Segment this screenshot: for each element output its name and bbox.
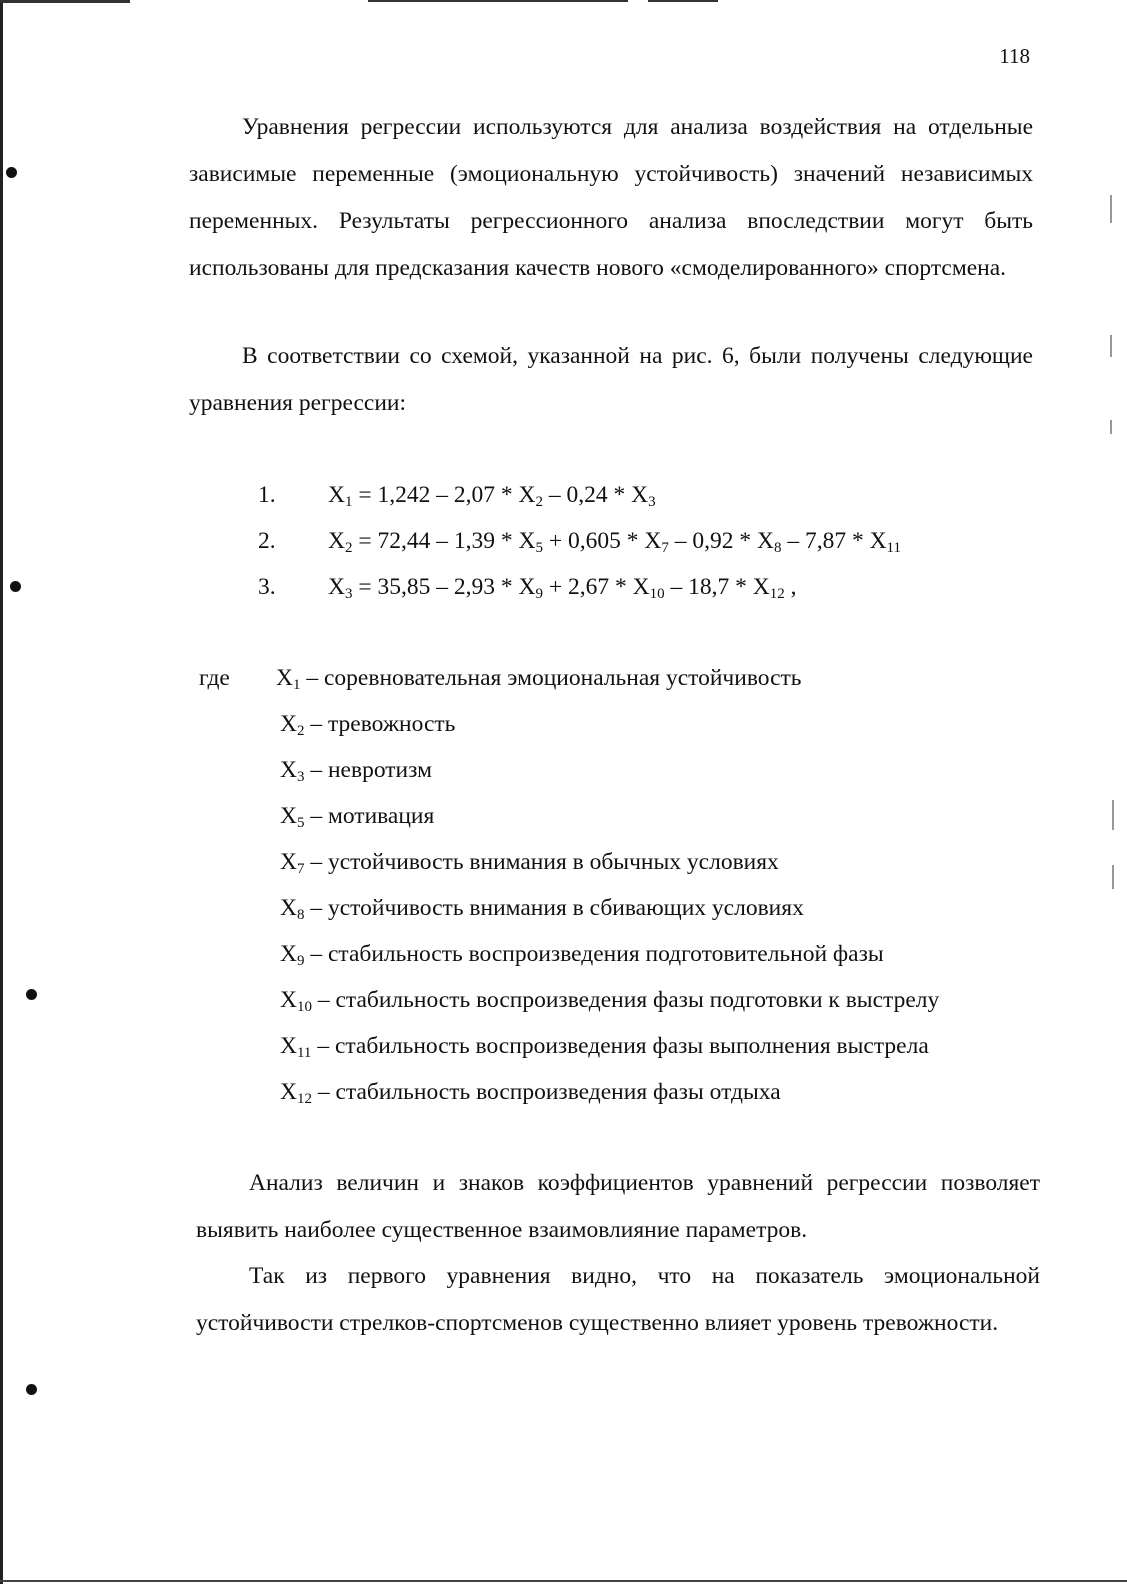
equation-text: $X_1 = 1,242 - 2,07 * X_2 - 0,24 * X_3$ xyxy=(328,482,656,510)
scan-top-mark xyxy=(368,0,628,2)
page-number: 118 xyxy=(999,44,1030,68)
equation-2 xyxy=(258,526,901,556)
scan-right-tick xyxy=(1112,800,1114,830)
variable-definition: $X_{12}$ – стабильность воспроизведения фазы отдыха xyxy=(280,1079,781,1107)
scan-right-tick xyxy=(1110,420,1112,434)
scan-top-mark xyxy=(0,0,130,3)
variable-definition: $X_7$ – устойчивость внимания в обычных условиях xyxy=(280,849,779,877)
variable-definition: $X_5$ – мотивация xyxy=(280,803,435,831)
hole-punch-mark xyxy=(26,989,37,1000)
equation-text: $X_3 = 35,85 - 2,93 * X_9 + 2,67 * X_{10} - 18,7 * X_{12}$ , xyxy=(328,574,797,602)
hole-punch-mark xyxy=(10,581,21,592)
variable-definition: $X_9$ – стабильность воспроизведения подготовительной фазы xyxy=(280,941,884,969)
hole-punch-mark xyxy=(26,1384,37,1395)
paragraph-analysis: Анализ величин и знаков коэффициентов уравнений регрессии позволяет выявить наиболее существенное взаимовлияние параметров. xyxy=(196,1170,1040,1243)
scan-right-tick xyxy=(1110,195,1112,223)
variable-definition: $X_{11}$ – стабильность воспроизведения фазы выполнения выстрела xyxy=(280,1033,929,1061)
equation-text: $X_2 = 72,44 - 1,39 * X_5 + 0,605 * X_7 - 0,92 * X_8 - 7,87 * X_{11}$ xyxy=(328,528,901,556)
where-label: где xyxy=(199,665,230,691)
variable-definition: $X_{10}$ – стабильность воспроизведения фазы подготовки к выстрелу xyxy=(280,987,940,1015)
paragraph-intro: Уравнения регрессии используются для анализа воздействия на отдельные зависимые переменные (эмоциональную устойчивость) значений независимых переменных. Результаты регрессионного анализа впоследствии могут быть использованы для предсказания качеств нового «смоделированного» спортсмена. xyxy=(189,114,1033,281)
variable-definition: $X_8$ – устойчивость внимания в сбивающих условиях xyxy=(280,895,804,923)
equation-number: 1. xyxy=(258,482,276,508)
paragraph-scheme: В соответствии со схемой, указанной на рис. 6, были получены следующие уравнения регрессии: xyxy=(189,343,1033,416)
scan-bottom-line xyxy=(0,1580,1127,1582)
equation-3 xyxy=(258,572,796,602)
variable-definition: $X_1$ – соревновательная эмоциональная устойчивость xyxy=(276,665,802,693)
equation-number: 2. xyxy=(258,528,276,554)
scan-right-tick xyxy=(1112,865,1114,889)
scan-left-edge xyxy=(0,0,3,1584)
scan-top-mark xyxy=(648,0,718,2)
hole-punch-mark xyxy=(6,167,17,178)
variable-definition: $X_3$ – невротизм xyxy=(280,757,432,785)
variable-definition: $X_2$ – тревожность xyxy=(280,711,456,739)
scan-right-tick xyxy=(1110,335,1112,357)
equation-1 xyxy=(258,480,656,510)
equation-number: 3. xyxy=(258,574,276,600)
paragraph-conclusion: Так из первого уравнения видно, что на показатель эмоциональной устойчивости стрелков-спортсменов существенно влияет уровень тревожности. xyxy=(196,1263,1040,1336)
